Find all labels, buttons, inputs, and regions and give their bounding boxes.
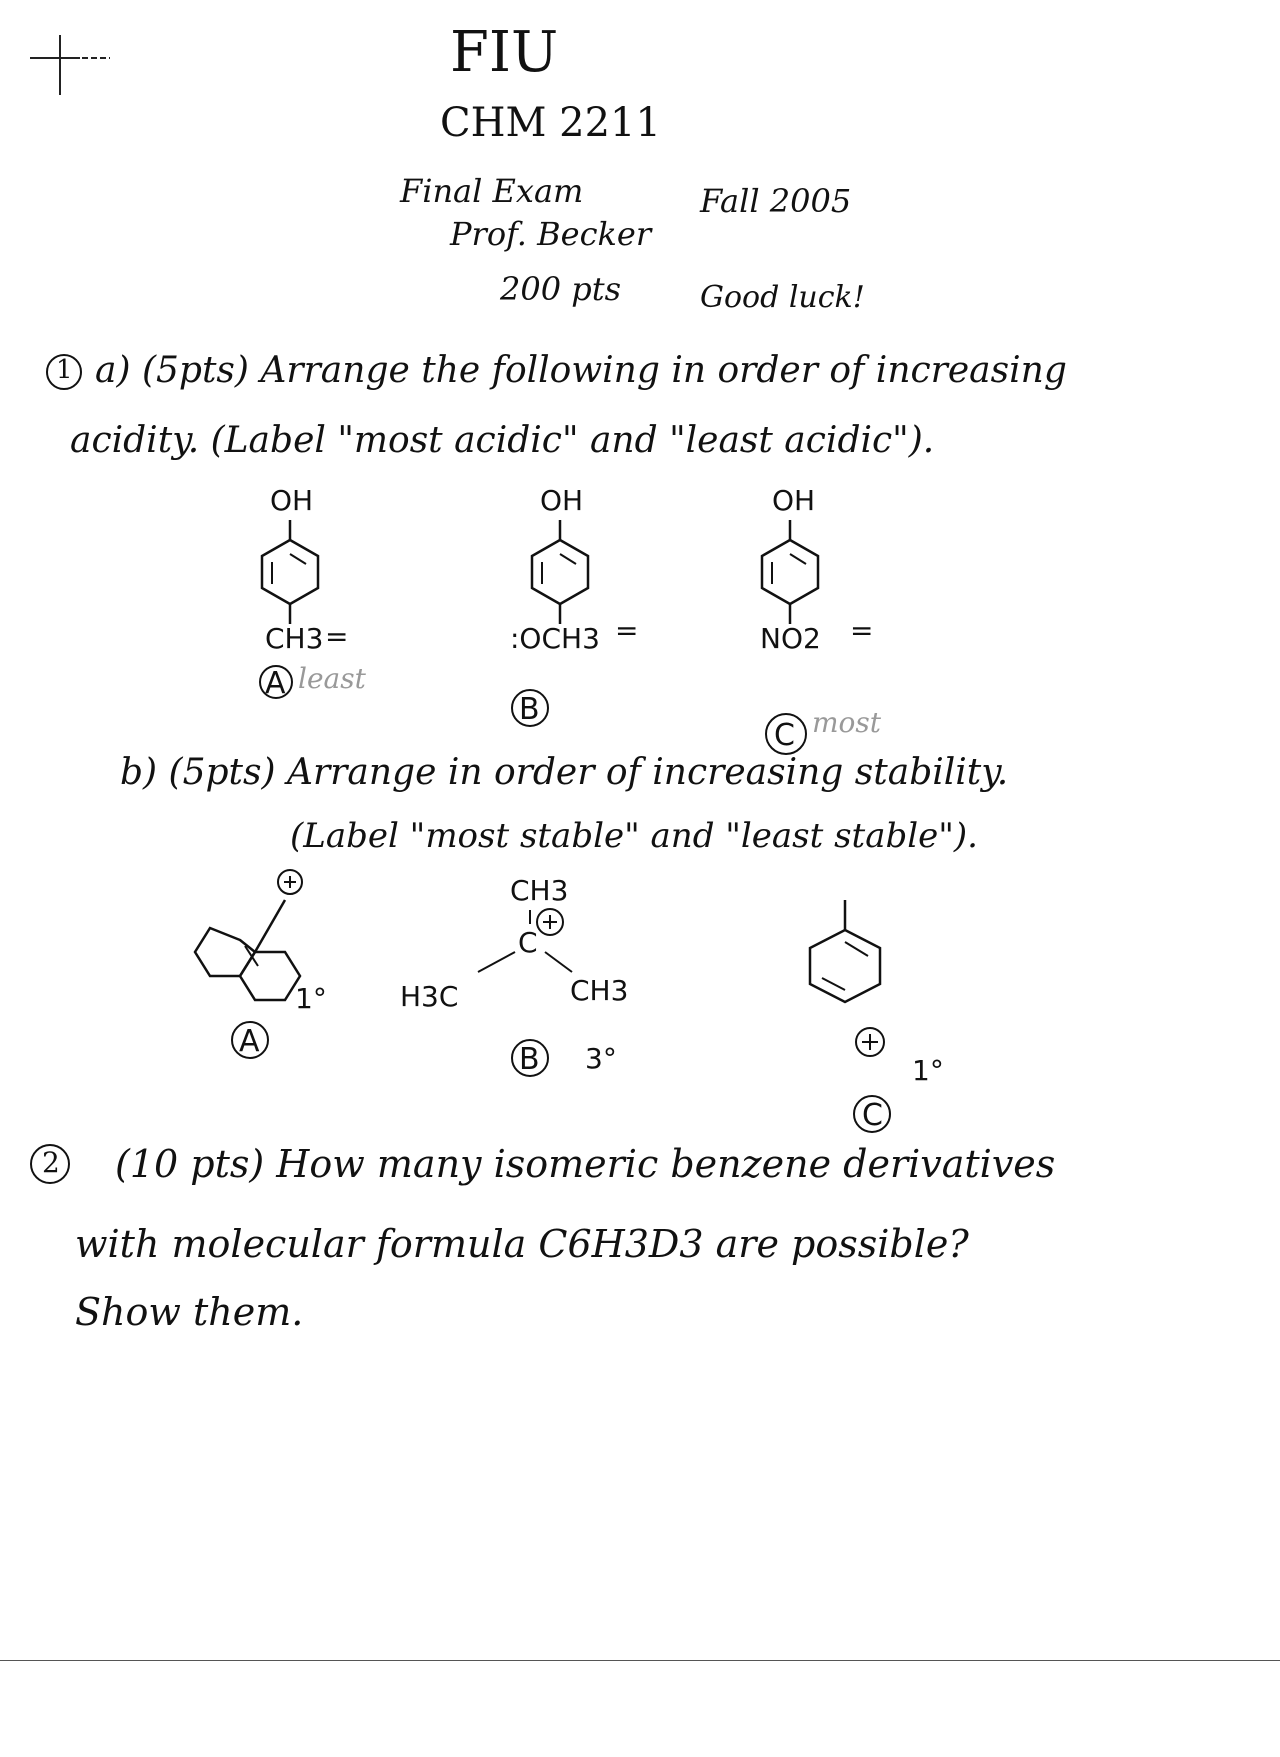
compound-b-top: OH xyxy=(540,484,584,517)
phenol-a-ring xyxy=(262,520,318,624)
q1b-line-1: b) (5pts) Arrange in order of increasing stability. xyxy=(120,752,1009,793)
carbocation-c-degree: 1° xyxy=(912,1054,944,1087)
q2-line-2: with molecular formula C6H3D3 are possible? xyxy=(75,1222,969,1266)
compound-b-sub: :OCH3 xyxy=(510,622,600,655)
total-points: 200 pts xyxy=(500,270,622,308)
school-name: FIU xyxy=(450,20,559,85)
compound-a-sub: CH3 xyxy=(265,622,324,655)
carbocation-a xyxy=(195,870,302,1000)
compound-a-note: least xyxy=(298,662,366,695)
q2-line-3: Show them. xyxy=(75,1290,304,1334)
compound-b-label: B xyxy=(519,692,540,727)
question-1-number: 1 xyxy=(56,355,73,385)
exam-term: Fall 2005 xyxy=(700,182,852,220)
course-code: CHM 2211 xyxy=(440,100,661,146)
phenol-b-ring xyxy=(532,520,588,624)
compound-b-mark: = xyxy=(615,614,639,647)
compound-c-sub: NO2 xyxy=(760,622,821,655)
carbocation-c-label: C xyxy=(862,1098,883,1133)
compound-a-label: A xyxy=(265,666,286,701)
carbocation-b-degree: 3° xyxy=(585,1042,617,1075)
compound-c-label: C xyxy=(774,718,795,753)
registration-mark-icon xyxy=(20,30,100,100)
carbocation-b-label: B xyxy=(519,1042,540,1077)
good-luck: Good luck! xyxy=(700,280,865,315)
carbocation-b-right: CH3 xyxy=(570,974,629,1007)
compound-c-note: most xyxy=(812,706,882,739)
q2-line-1: (10 pts) How many isomeric benzene derivatives xyxy=(115,1142,1056,1186)
q1a-structures xyxy=(0,480,1100,753)
q1a-line-2: acidity. (Label "most acidic" and "least acidic"). xyxy=(70,420,935,461)
q1b-line-2: (Label "most stable" and "least stable"). xyxy=(290,816,978,856)
q1b-structures xyxy=(0,860,1100,1133)
professor-name: Prof. Becker xyxy=(450,215,652,253)
carbocation-b-top: CH3 xyxy=(510,874,569,907)
compound-a-mark: = xyxy=(325,620,349,653)
compound-a-top: OH xyxy=(270,484,314,517)
q1a-line-1: a) (5pts) Arrange the following in order of increasing xyxy=(95,350,1067,391)
phenol-c-ring xyxy=(762,520,818,624)
compound-c-top: OH xyxy=(772,484,816,517)
compound-c-mark: = xyxy=(850,614,874,647)
carbocation-a-label: A xyxy=(239,1024,260,1059)
bottom-rule xyxy=(0,1660,1280,1661)
question-2-number: 2 xyxy=(42,1146,60,1179)
carbocation-b-left: H3C xyxy=(400,980,459,1013)
carbocation-c xyxy=(810,900,884,1056)
exam-title: Final Exam xyxy=(400,172,584,210)
carbocation-b-center: C xyxy=(518,926,538,959)
carbocation-a-degree: 1° xyxy=(295,982,327,1015)
